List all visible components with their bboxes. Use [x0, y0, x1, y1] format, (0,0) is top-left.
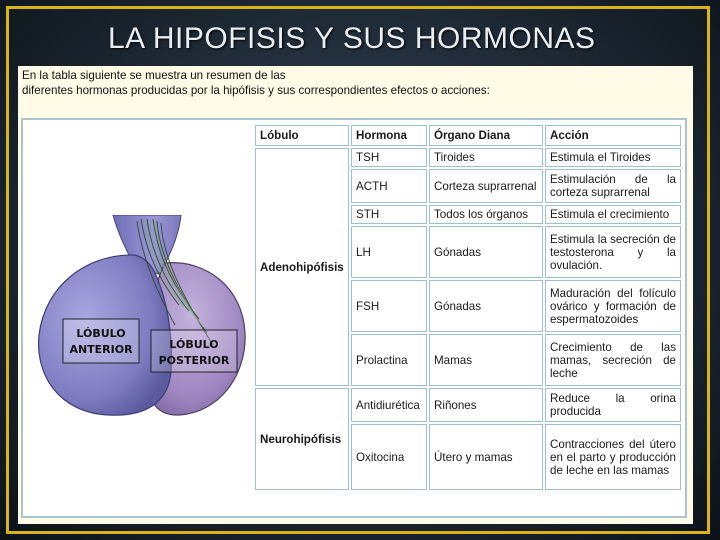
hormona-cell: STH: [351, 205, 427, 224]
header-hormona: Hormona: [351, 125, 427, 146]
table-row: [255, 388, 681, 422]
accion-cell: Crecimiento de las mamas, secreción de leche: [545, 334, 681, 386]
organo-cell: Gónadas: [429, 280, 543, 332]
organo-cell: Riñones: [429, 388, 543, 422]
table-panel: [21, 118, 687, 518]
slide-title: LA HIPOFISIS Y SUS HORMONAS: [108, 22, 596, 55]
anterior-label-line-2: ANTERIOR: [69, 343, 133, 356]
content-area: [18, 66, 693, 524]
posterior-label-line-2: POSTERIOR: [158, 354, 230, 367]
accion-cell: Estimulación de la corteza suprarrenal: [545, 169, 681, 203]
accion-cell: Contracciones del útero en el parto y producción de leche en las mamas: [545, 424, 681, 490]
posterior-label-line-1: LÓBULO: [169, 338, 219, 351]
organo-cell: Corteza suprarrenal: [429, 169, 543, 203]
accion-cell: Reduce la orina producida: [545, 388, 681, 422]
organo-cell: Útero y mamas: [429, 424, 543, 490]
table-row: [255, 148, 681, 167]
anterior-label-box: [63, 319, 139, 363]
intro-line-1: En la tabla siguiente se muestra un resumen de las: [22, 69, 286, 82]
accion-cell: Estimula el Tiroides: [545, 148, 681, 167]
organo-cell: Gónadas: [429, 226, 543, 278]
organo-cell: Mamas: [429, 334, 543, 386]
accion-cell: Estimula el crecimiento: [545, 205, 681, 224]
pituitary-illustration: [29, 215, 251, 420]
organo-cell: Todos los órganos: [429, 205, 543, 224]
hormona-cell: ACTH: [351, 169, 427, 203]
hormona-cell: TSH: [351, 148, 427, 167]
hormone-table: [253, 123, 683, 492]
organo-cell: Tiroides: [429, 148, 543, 167]
hormona-cell: FSH: [351, 280, 427, 332]
header-lobulo: Lóbulo: [255, 125, 349, 146]
intro-text: [22, 68, 542, 98]
lobe-adenohipofisis: Adenohipófisis: [255, 148, 349, 386]
intro-line-2: diferentes hormonas producidas por la hipófisis y sus correspondientes efectos o acciones:: [22, 84, 490, 97]
anterior-label-line-1: LÓBULO: [76, 327, 126, 340]
hormona-cell: Prolactina: [351, 334, 427, 386]
hormona-cell: Antidiurética: [351, 388, 427, 422]
hormona-cell: LH: [351, 226, 427, 278]
accion-cell: Maduración del folículo ovárico y formación de espermatozoides: [545, 280, 681, 332]
header-accion: Acción: [545, 125, 681, 146]
lobe-neurohipofisis: Neurohipófisis: [255, 388, 349, 490]
hormona-cell: Oxitocina: [351, 424, 427, 490]
table-header-row: [255, 125, 681, 146]
header-organo-diana: Órgano Diana: [429, 125, 543, 146]
accion-cell: Estimula la secreción de testosterona y la ovulación.: [545, 226, 681, 278]
